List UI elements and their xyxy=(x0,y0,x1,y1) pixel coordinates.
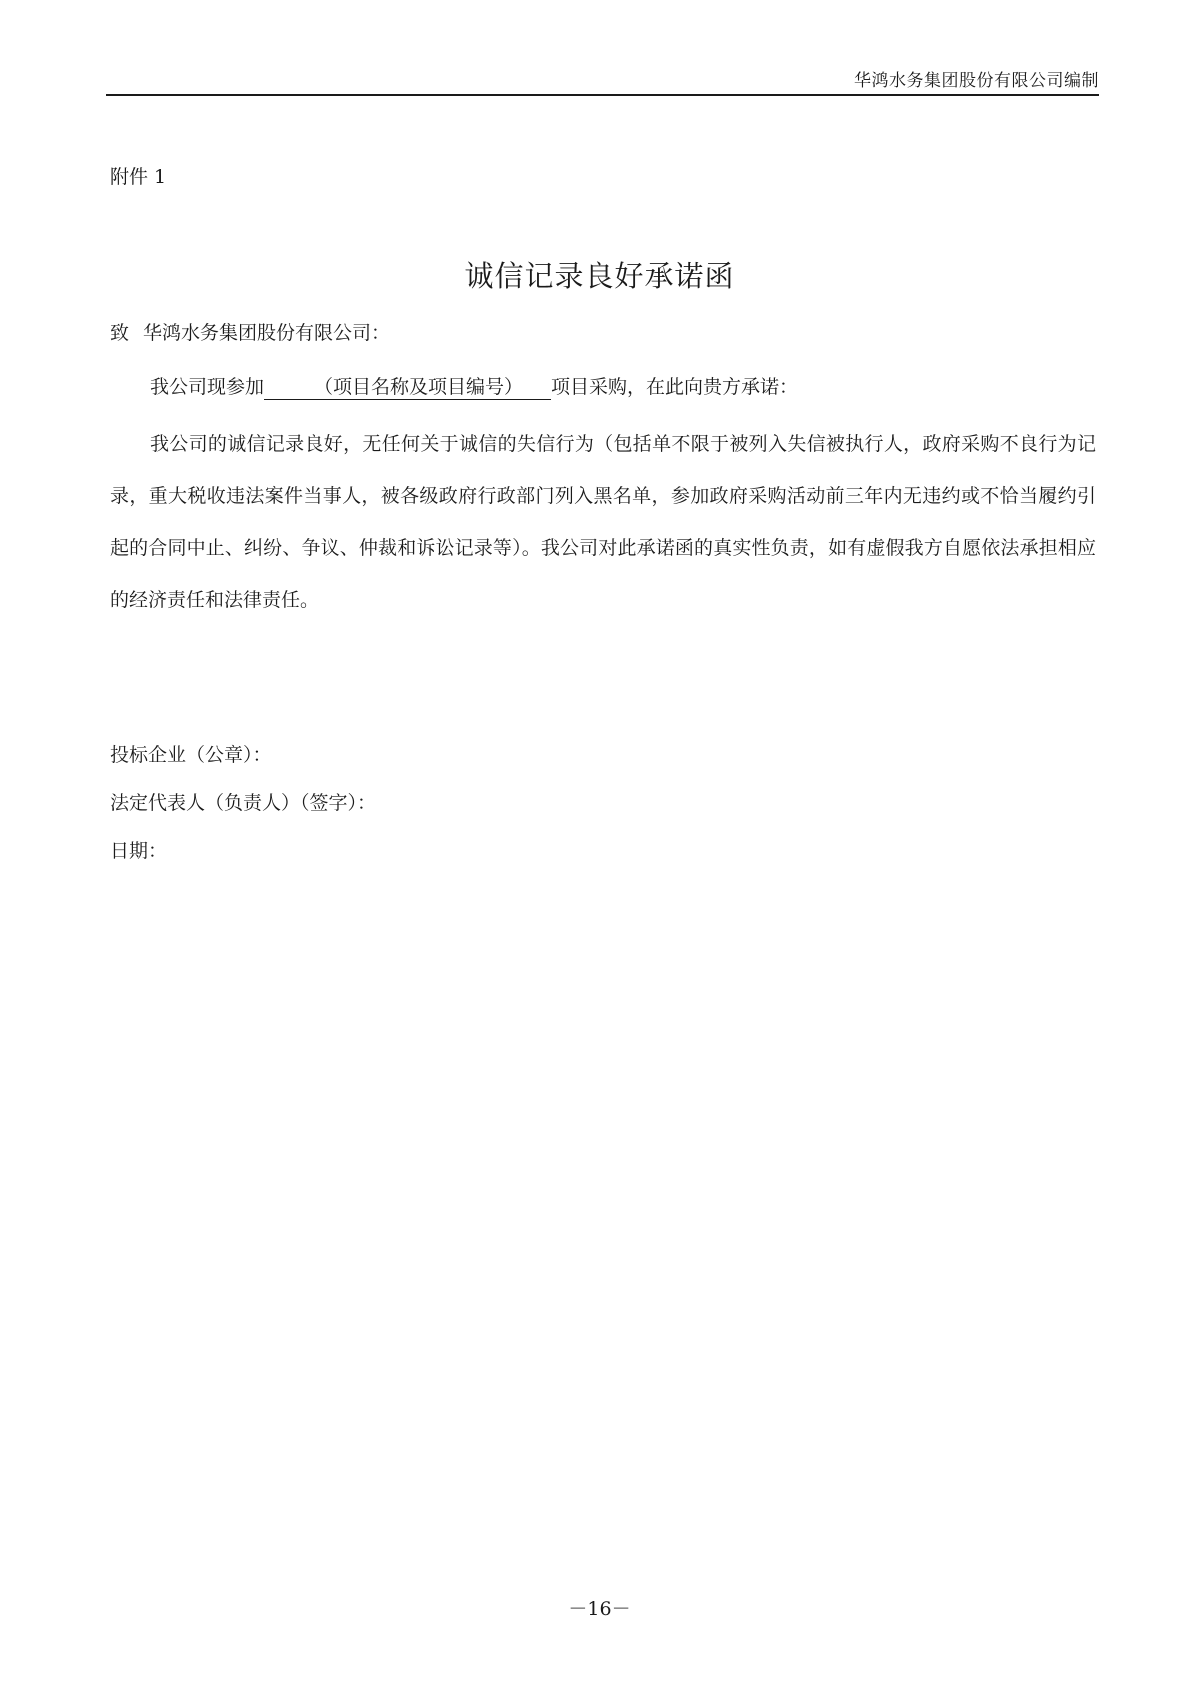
page-number: －16－ xyxy=(568,1598,631,1620)
intro-suffix: 项目采购，在此向贵方承诺： xyxy=(551,376,799,398)
attachment-label: 附件 1 xyxy=(110,166,167,188)
bidder-seal-line: 投标企业（公章）： xyxy=(110,744,272,766)
intro-prefix: 我公司现参加 xyxy=(150,376,265,398)
salutation-to: 致 xyxy=(110,322,130,344)
document-title: 诚信记录良好承诺函 xyxy=(464,259,735,293)
header-divider xyxy=(106,94,1099,96)
project-name-blank: （项目名称及项目编号） xyxy=(264,376,551,400)
salutation-recipient: 华鸿水务集团股份有限公司： xyxy=(143,322,391,344)
header-company-editor: 华鸿水务集团股份有限公司编制 xyxy=(854,71,1099,91)
commitment-intro-paragraph xyxy=(150,372,798,400)
commitment-body-paragraph: 我公司的诚信记录良好，无任何关于诚信的失信行为（包括单不限于被列入失信被执行人，政府采购不良行为记录，重大税收违法案件当事人，被各级政府行政部门列入黑名单，参加政府采购活动前三年内无违约或不恰当履约引起的合同中止、纠纷、争议、仲裁和诉讼记录等）。我公司对此承诺函的真实性负责，如有虚假我方自愿依法承担相应的经济责任和法律责任。 xyxy=(110,433,1096,611)
salutation xyxy=(110,318,390,345)
date-line: 日期： xyxy=(110,840,168,862)
legal-rep-signature-line: 法定代表人（负责人）（签字）： xyxy=(110,792,377,814)
